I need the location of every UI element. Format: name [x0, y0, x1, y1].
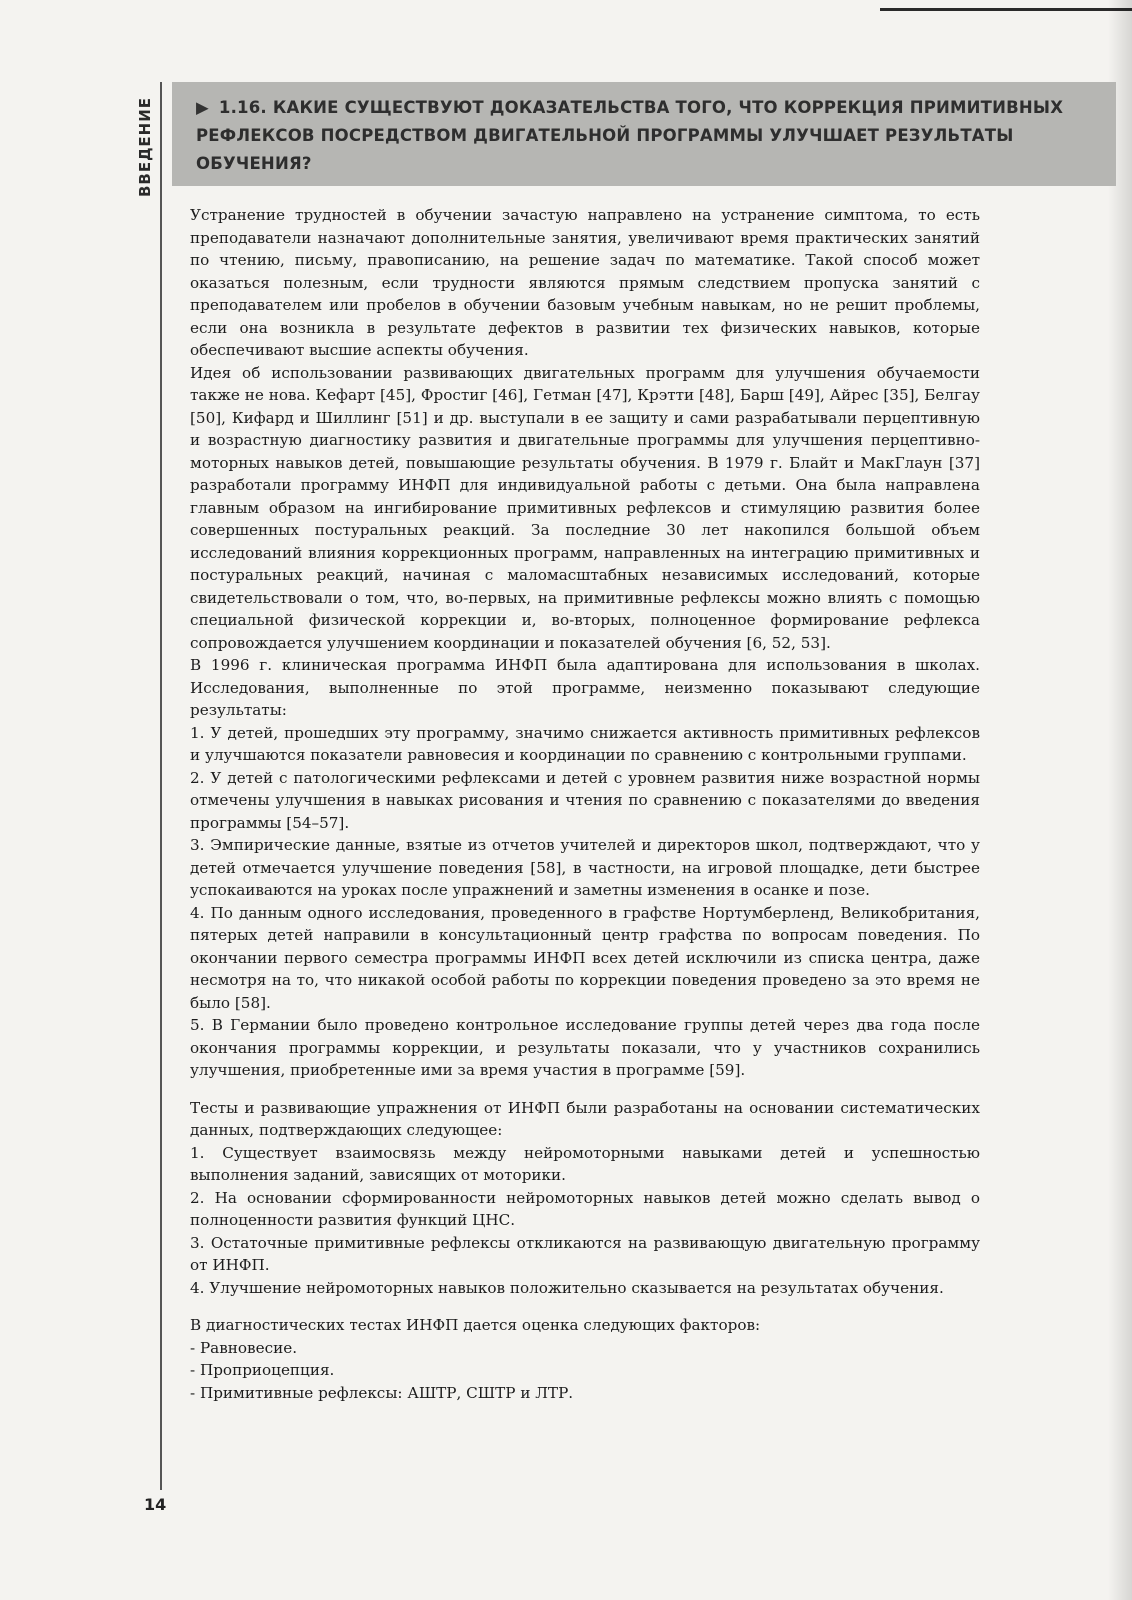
- list-item: - Примитивные рефлексы: АШТР, СШТР и ЛТР.: [190, 1383, 574, 1402]
- list-item: 2. У детей с патологическими рефлексами и детей с уровнем развития ниже возрастной нормы отмечены улучшения в навыках рисования и чтения по сравнению с показателями до введения программы [54–57].: [190, 768, 980, 832]
- body-text: [190, 204, 980, 1404]
- list-item: - Проприоцепция.: [190, 1361, 335, 1379]
- list-item: 3. Остаточные примитивные рефлексы откликаются на развивающую двигательную программу от ИНФП.: [190, 1233, 980, 1274]
- paragraph: Тесты и развивающие упражнения от ИНФП были разработаны на основании систематических данных, подтверждающих следующее:: [190, 1098, 980, 1139]
- section-side-label-text: ВВЕДЕНИЕ: [136, 96, 155, 198]
- paragraph: В диагностических тестах ИНФП дается оценка следующих факторов:: [190, 1316, 761, 1334]
- section-side-label: [130, 84, 160, 210]
- section-heading-text: 1.16. КАКИЕ СУЩЕСТВУЮТ ДОКАЗАТЕЛЬСТВА ТОГО, ЧТО КОРРЕКЦИЯ ПРИМИТИВНЫХ РЕФЛЕКСОВ ПОСРЕДСТВОМ ДВИГАТЕЛЬНОЙ ПРОГРАММЫ УЛУЧШАЕТ РЕЗУЛЬТАТЫ ОБУЧЕНИЯ?: [196, 98, 1064, 173]
- page-number: 14: [144, 1495, 167, 1514]
- top-rule: [880, 8, 1132, 11]
- list-item: 5. В Германии было проведено контрольное исследование группы детей через два года после окончания программы коррекции, и результаты показали, что у участников сохранились улучшения, приобретенные ими за время участия в программе [59].: [190, 1016, 980, 1079]
- paragraph: Устранение трудностей в обучении зачастую направлено на устранение симптома, то есть преподаватели назначают дополнительные занятия, увеличивают время практических занятий по чтению, письму, правописанию, на решение задач по математике. Такой способ может оказаться полезным, если трудности являются прямым следствием пропуска занятий с преподавателем или пробелов в обучении базовым учебным навыкам, но не решит проблемы, если она возникла в результате дефектов в развитии тех физических навыков, которые обеспечивают высшие аспекты обучения.: [190, 206, 980, 359]
- list-item: 1. Существует взаимосвязь между нейромоторными навыками детей и успешностью выполнения заданий, зависящих от моторики.: [190, 1143, 980, 1184]
- page-edge-shadow: [1108, 0, 1132, 1600]
- triangle-arrow-icon: ▶: [196, 98, 209, 117]
- list-item: 4. Улучшение нейромоторных навыков положительно сказывается на результатах обучения.: [190, 1278, 944, 1297]
- list-item: 3. Эмпирические данные, взятые из отчетов учителей и директоров школ, подтверждают, что у детей отмечается улучшение поведения [58], в частности, на игровой площадке, дети быстрее успокаиваются на уроках после упражнений и заметны изменения в осанке и позе.: [190, 836, 980, 899]
- paragraph: В 1996 г. клиническая программа ИНФП была адаптирована для использования в школах. Исследования, выполненные по этой программе, неизменно показывают следующие результаты:: [190, 656, 980, 719]
- side-rule: [160, 82, 162, 1490]
- paragraph: Идея об использовании развивающих двигательных программ для улучшения обучаемости также не нова. Кефарт [45], Фростиг [46], Гетман [47], Крэтти [48], Барш [49], Айрес [35], Белгау [50], Кифард и Шиллинг [51] и др. выступали в ее защиту и сами разрабатывали перцептивную и возрастную диагностику развития и двигательные программы для улучшения перцептивно-моторных навыков детей, повышающие результаты обучения. В 1979 г. Блайт и МакГлаун [37] разработали программу ИНФП для индивидуальной работы с детьми. Она была направлена главным образом на ингибирование примитивных рефлексов и стимуляцию развития более совершенных постуральных реакций. За последние 30 лет накопился большой объем исследований влияния коррекционных программ, направленных на интеграцию примитивных и постуральных реакций, начиная с маломасштабных независимых исследований, которые свидетельствовали о том, что, во-первых, на примитивные рефлексы можно влиять с помощью специальной физической коррекции и, во-вторых, полноценное формирование рефлекса сопровождается улучшением координации и показателей обучения [6, 52, 53].: [190, 363, 980, 652]
- list-item: 1. У детей, прошедших эту программу, значимо снижается активность примитивных рефлексов и улучшаются показатели равновесия и координации по сравнению с контрольными группами.: [190, 723, 980, 764]
- list-item: 4. По данным одного исследования, проведенного в графстве Нортумберленд, Великобритания, пятерых детей направили в консультационный центр графства по вопросам поведения. По окончании первого семестра программы ИНФП всех детей исключили из списка центра, даже несмотря на то, что никакой особой работы по коррекции поведения проведено за это время не было [58].: [190, 903, 980, 1012]
- list-item: - Равновесие.: [190, 1338, 298, 1357]
- section-heading-band: [172, 82, 1116, 186]
- section-heading: [196, 94, 1086, 178]
- list-item: 2. На основании сформированности нейромоторных навыков детей можно сделать вывод о полноценности развития функций ЦНС.: [190, 1188, 980, 1229]
